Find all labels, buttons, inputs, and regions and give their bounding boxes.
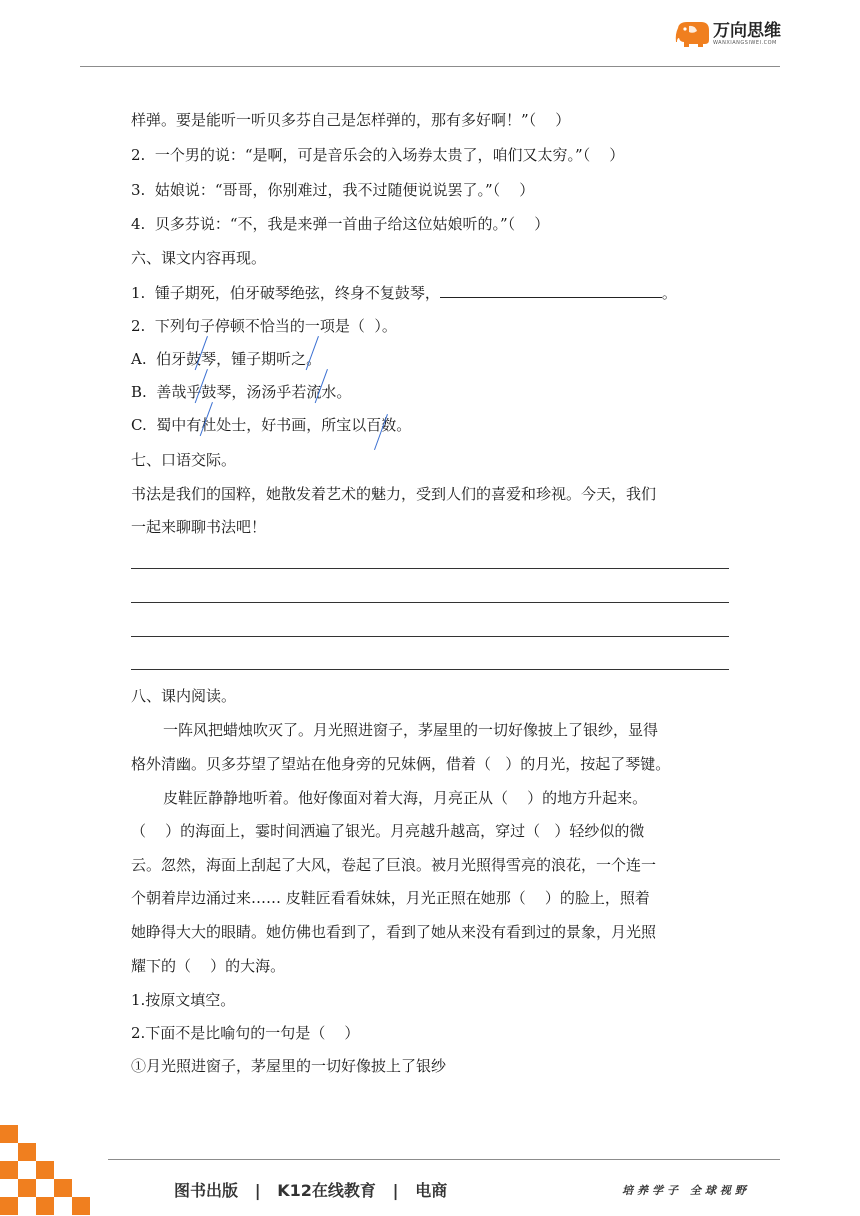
elephant-logo-icon — [675, 20, 711, 48]
body-line: 书法是我们的国粹，她散发着艺术的魅力，受到人们的喜爱和珍视。今天，我们 — [131, 485, 657, 503]
answer-line[interactable] — [131, 669, 729, 670]
passage-line: （ ）的海面上，霎时间洒遍了银光。月亮越升越高，穿过（ ）轻纱似的微 — [131, 822, 645, 840]
option-b: B. 善哉乎鼓琴，汤汤乎若流水。 — [131, 383, 352, 401]
section-heading-7: 七、口语交际。 — [131, 451, 237, 469]
logo-text: 万向思维 — [713, 20, 781, 41]
footer-divider — [108, 1159, 780, 1160]
question-item: 2. 一个男的说：“是啊，可是音乐会的入场券太贵了，咱们又太穷。”（ ） — [131, 146, 625, 164]
option-c: C. 蜀中有杜处士，好书画，所宝以百数。 — [131, 416, 412, 434]
question-item: 1.按原文填空。 — [131, 991, 236, 1009]
passage-line: 个朝着岸边涌过来…… 皮鞋匠看看妹妹，月光正照在她那（ ）的脸上，照着 — [131, 889, 650, 907]
footer-links: 图书出版 | K12在线教育 | 电商 — [174, 1181, 448, 1200]
body-line: 一起来聊聊书法吧！ — [131, 518, 267, 536]
option-item: ①月光照进窗子，茅屋里的一切好像披上了银纱 — [131, 1057, 447, 1075]
question-item: 2.下面不是比喻句的一句是（ ） — [131, 1024, 360, 1042]
footer-slogan: 培养学子 全球视野 — [622, 1184, 750, 1197]
section-heading-8: 八、课内阅读。 — [131, 687, 237, 705]
answer-line[interactable] — [131, 568, 729, 569]
answer-line[interactable] — [131, 636, 729, 637]
question-item: 3. 姑娘说：“哥哥，你别难过，我不过随便说说罢了。”（ ） — [131, 181, 535, 199]
question-text: 1. 锺子期死，伯牙破琴绝弦，终身不复鼓琴， — [131, 284, 440, 302]
passage-line: 耀下的（ ）的大海。 — [131, 957, 286, 975]
passage-line: 云。忽然，海面上刮起了大风，卷起了巨浪。被月光照得雪亮的浪花，一个连一 — [131, 856, 657, 874]
passage-line: 皮鞋匠静静地听着。他好像面对着大海，月亮正从（ ）的地方升起来。 — [163, 789, 648, 807]
section-heading-6: 六、课文内容再现。 — [131, 249, 267, 267]
question-item — [131, 283, 677, 303]
passage-line: 她睁得大大的眼睛。她仿佛也看到了，看到了她从来没有看到过的景象，月光照 — [131, 923, 657, 941]
question-item: 4. 贝多芬说：“不，我是来弹一首曲子给这位姑娘听的。”（ ） — [131, 215, 550, 233]
option-a: A. 伯牙鼓琴，锺子期听之。 — [131, 350, 322, 368]
answer-line[interactable] — [131, 602, 729, 603]
header-divider — [80, 66, 780, 67]
question-item: 2. 下列句子停顿不恰当的一项是（ ）。 — [131, 317, 397, 335]
passage-line: 一阵风把蜡烛吹灭了。月光照进窗子，茅屋里的一切好像披上了银纱，显得 — [163, 721, 659, 739]
brand-logo — [675, 20, 781, 48]
body-line: 样弹。要是能听一听贝多芬自己是怎样弹的，那有多好啊！”（ ） — [131, 111, 571, 129]
passage-line: 格外清幽。贝多芬望了望站在他身旁的兄妹俩，借着（ ）的月光，按起了琴键。 — [131, 755, 671, 773]
logo-subtext: WANXIANGSIWEI.COM — [713, 39, 777, 46]
question-end: 。 — [661, 284, 677, 302]
answer-blank[interactable] — [440, 283, 662, 298]
